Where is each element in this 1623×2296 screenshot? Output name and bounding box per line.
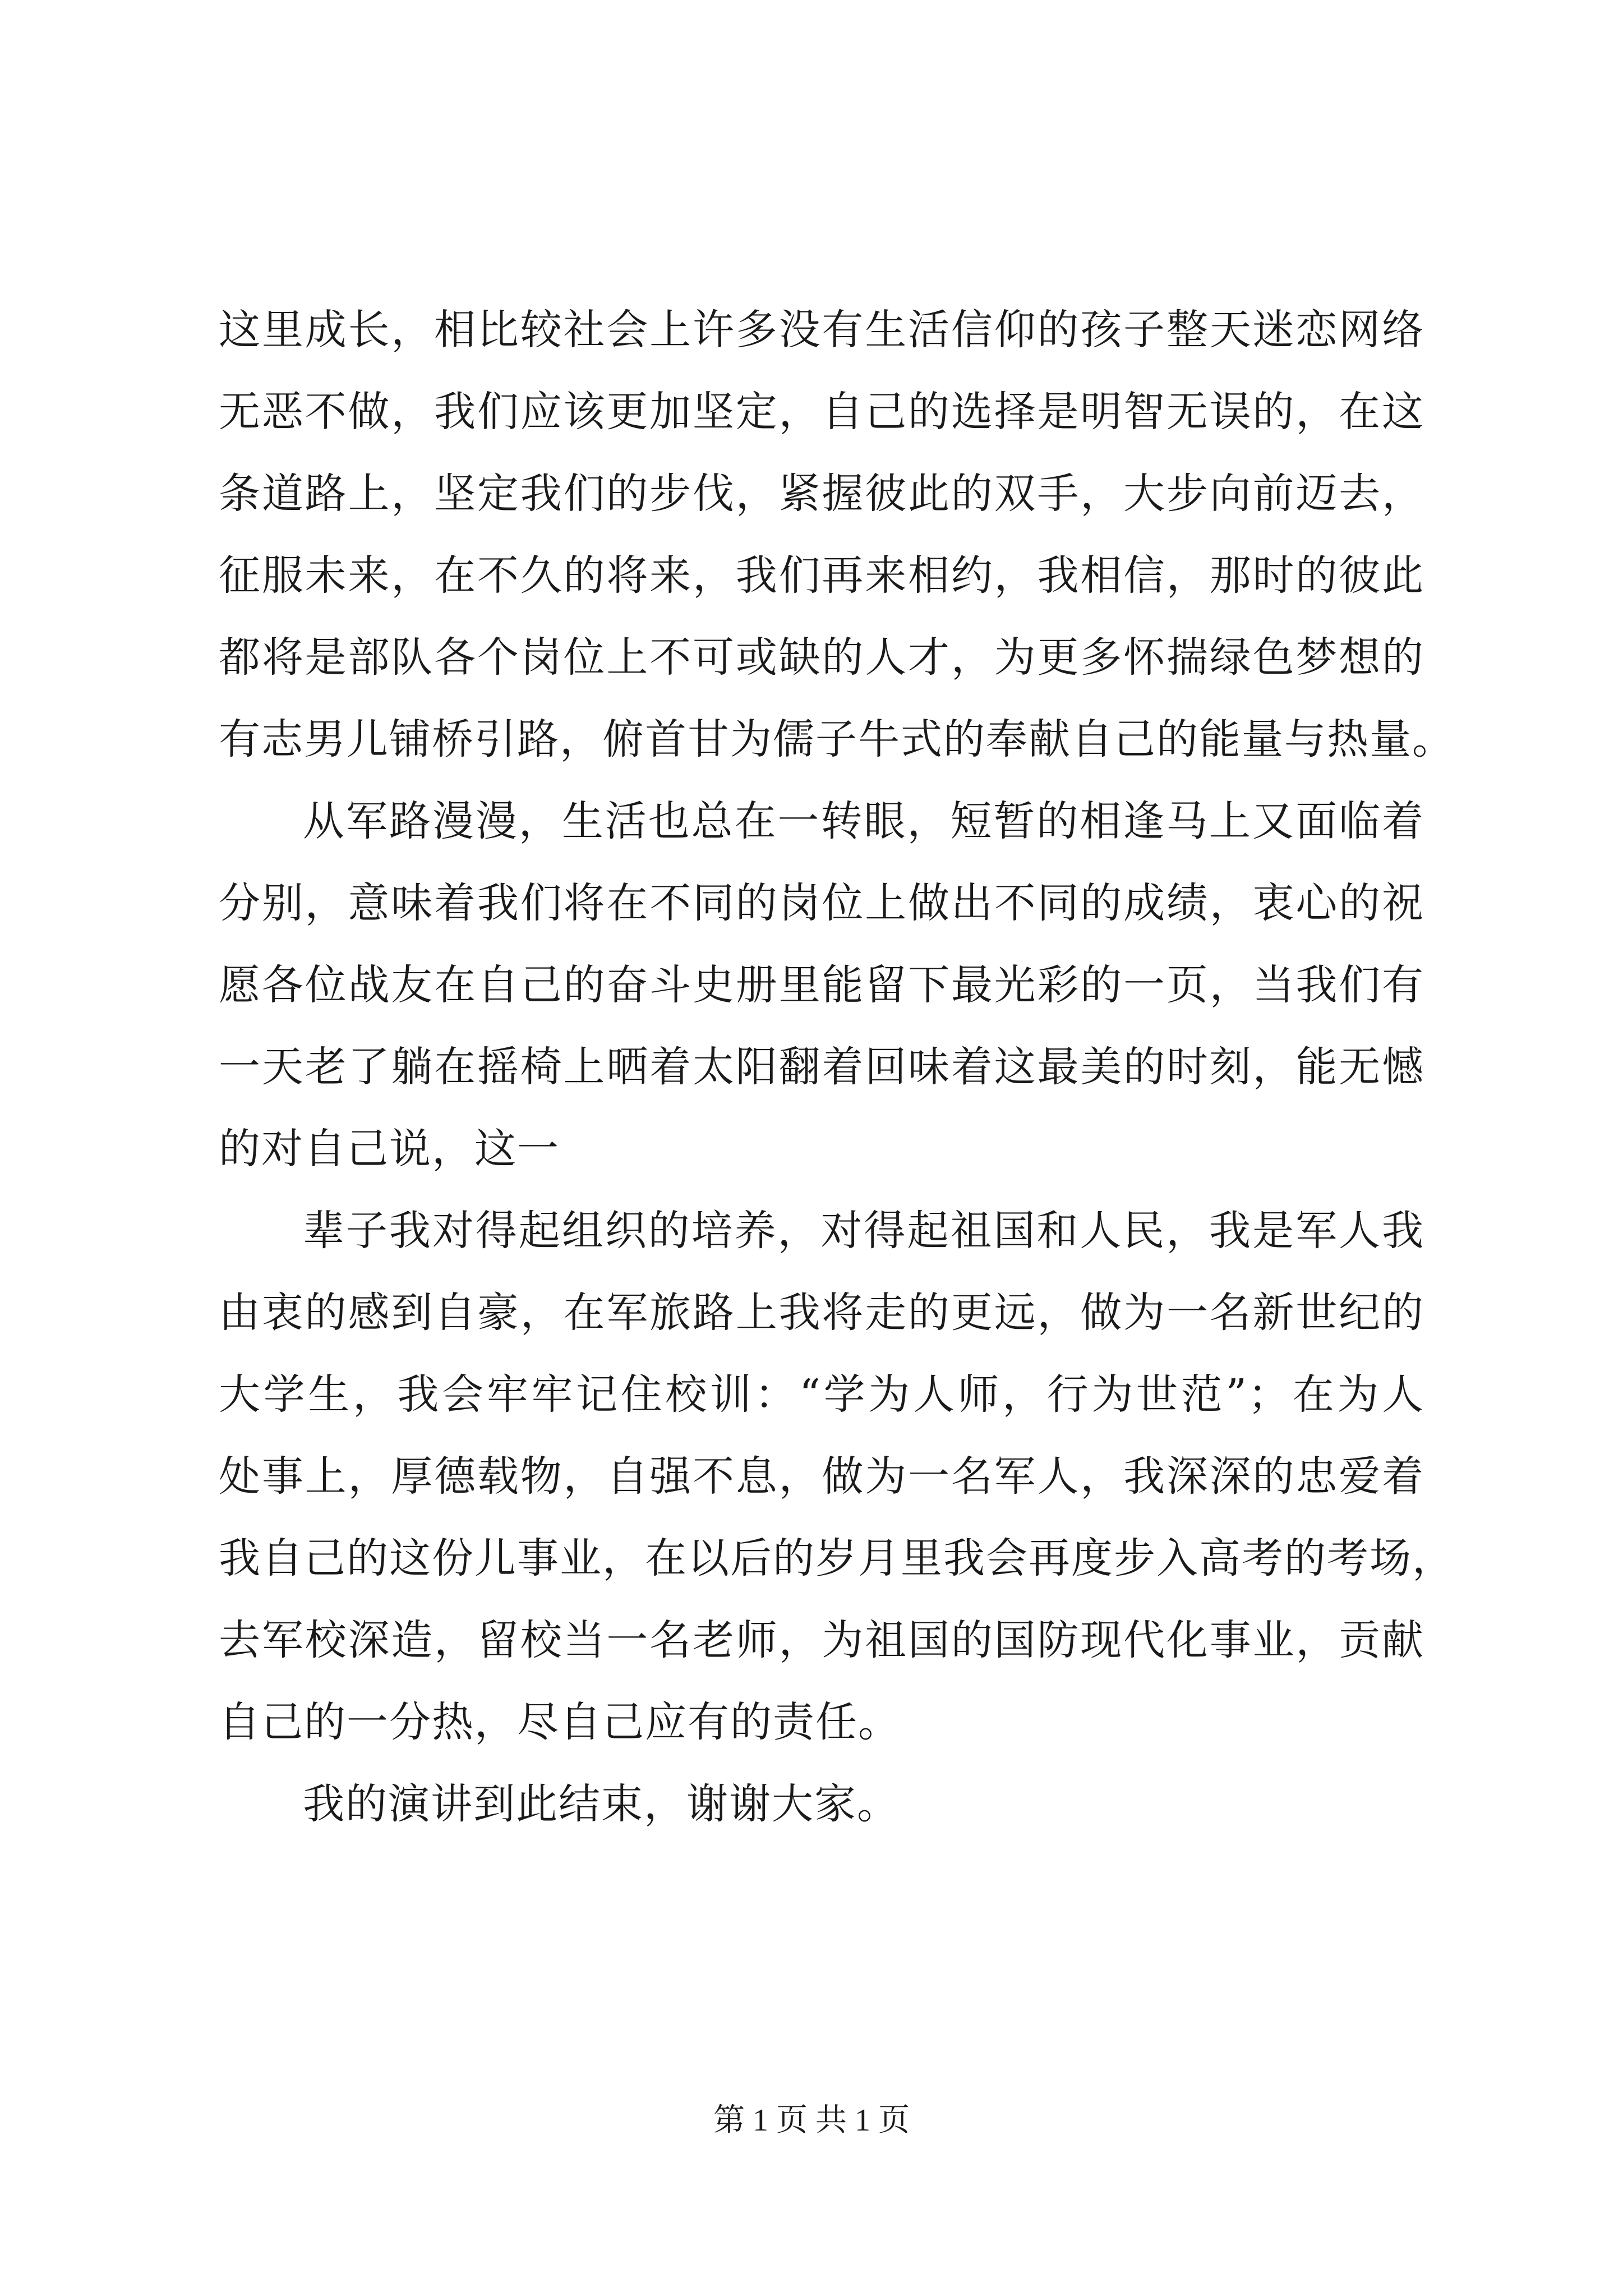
text-line: 的对自己说，这一	[219, 1125, 560, 1173]
text-line: 有志男儿铺桥引路，俯首甘为儒子牛式的奉献自己的能量与热量。	[219, 715, 1455, 763]
text-line: 愿各位战友在自己的奋斗史册里能留下最光彩的一页，当我们有	[219, 961, 1424, 1009]
text-line: 这里成长，相比较社会上许多没有生活信仰的孩子整天迷恋网络	[219, 306, 1424, 354]
paragraph-first-line: 我的演讲到此结束，谢谢大家。	[303, 1780, 900, 1828]
text-line: 我自己的这份儿事业，在以后的岁月里我会再度步入高考的考场，	[219, 1534, 1455, 1582]
text-line: 分别，意味着我们将在不同的岗位上做出不同的成绩，衷心的祝	[219, 879, 1424, 927]
paragraph-first-line: 从军路漫漫，生活也总在一转眼，短暂的相逢马上又面临着	[303, 797, 1424, 845]
text-line: 由衷的感到自豪，在军旅路上我将走的更远，做为一名新世纪的	[219, 1289, 1424, 1337]
text-line: 处事上，厚德载物，自强不息，做为一名军人，我深深的忠爱着	[219, 1452, 1424, 1501]
page-footer: 第 1 页 共 1 页	[713, 2103, 910, 2138]
text-line: 去军校深造，留校当一名老师，为祖国的国防现代化事业，贡献	[219, 1616, 1424, 1664]
text-line: 都将是部队各个岗位上不可或缺的人才，为更多怀揣绿色梦想的	[219, 633, 1424, 682]
text-line: 征服未来，在不久的将来，我们再来相约，我相信，那时的彼此	[219, 551, 1424, 600]
text-line: 自己的一分热，尽自己应有的责任。	[219, 1698, 901, 1746]
text-line: 大学生，我会牢牢记住校训：“学为人师，行为世范”；在为人	[219, 1370, 1424, 1419]
paragraph-first-line: 辈子我对得起组织的培养，对得起祖国和人民，我是军人我	[303, 1207, 1424, 1255]
text-line: 一天老了躺在摇椅上晒着太阳翻着回味着这最美的时刻，能无憾	[219, 1043, 1424, 1091]
text-line: 条道路上，坚定我们的步伐，紧握彼此的双手，大步向前迈去，	[219, 470, 1424, 518]
text-line: 无恶不做，我们应该更加坚定，自己的选择是明智无误的，在这	[219, 388, 1424, 436]
